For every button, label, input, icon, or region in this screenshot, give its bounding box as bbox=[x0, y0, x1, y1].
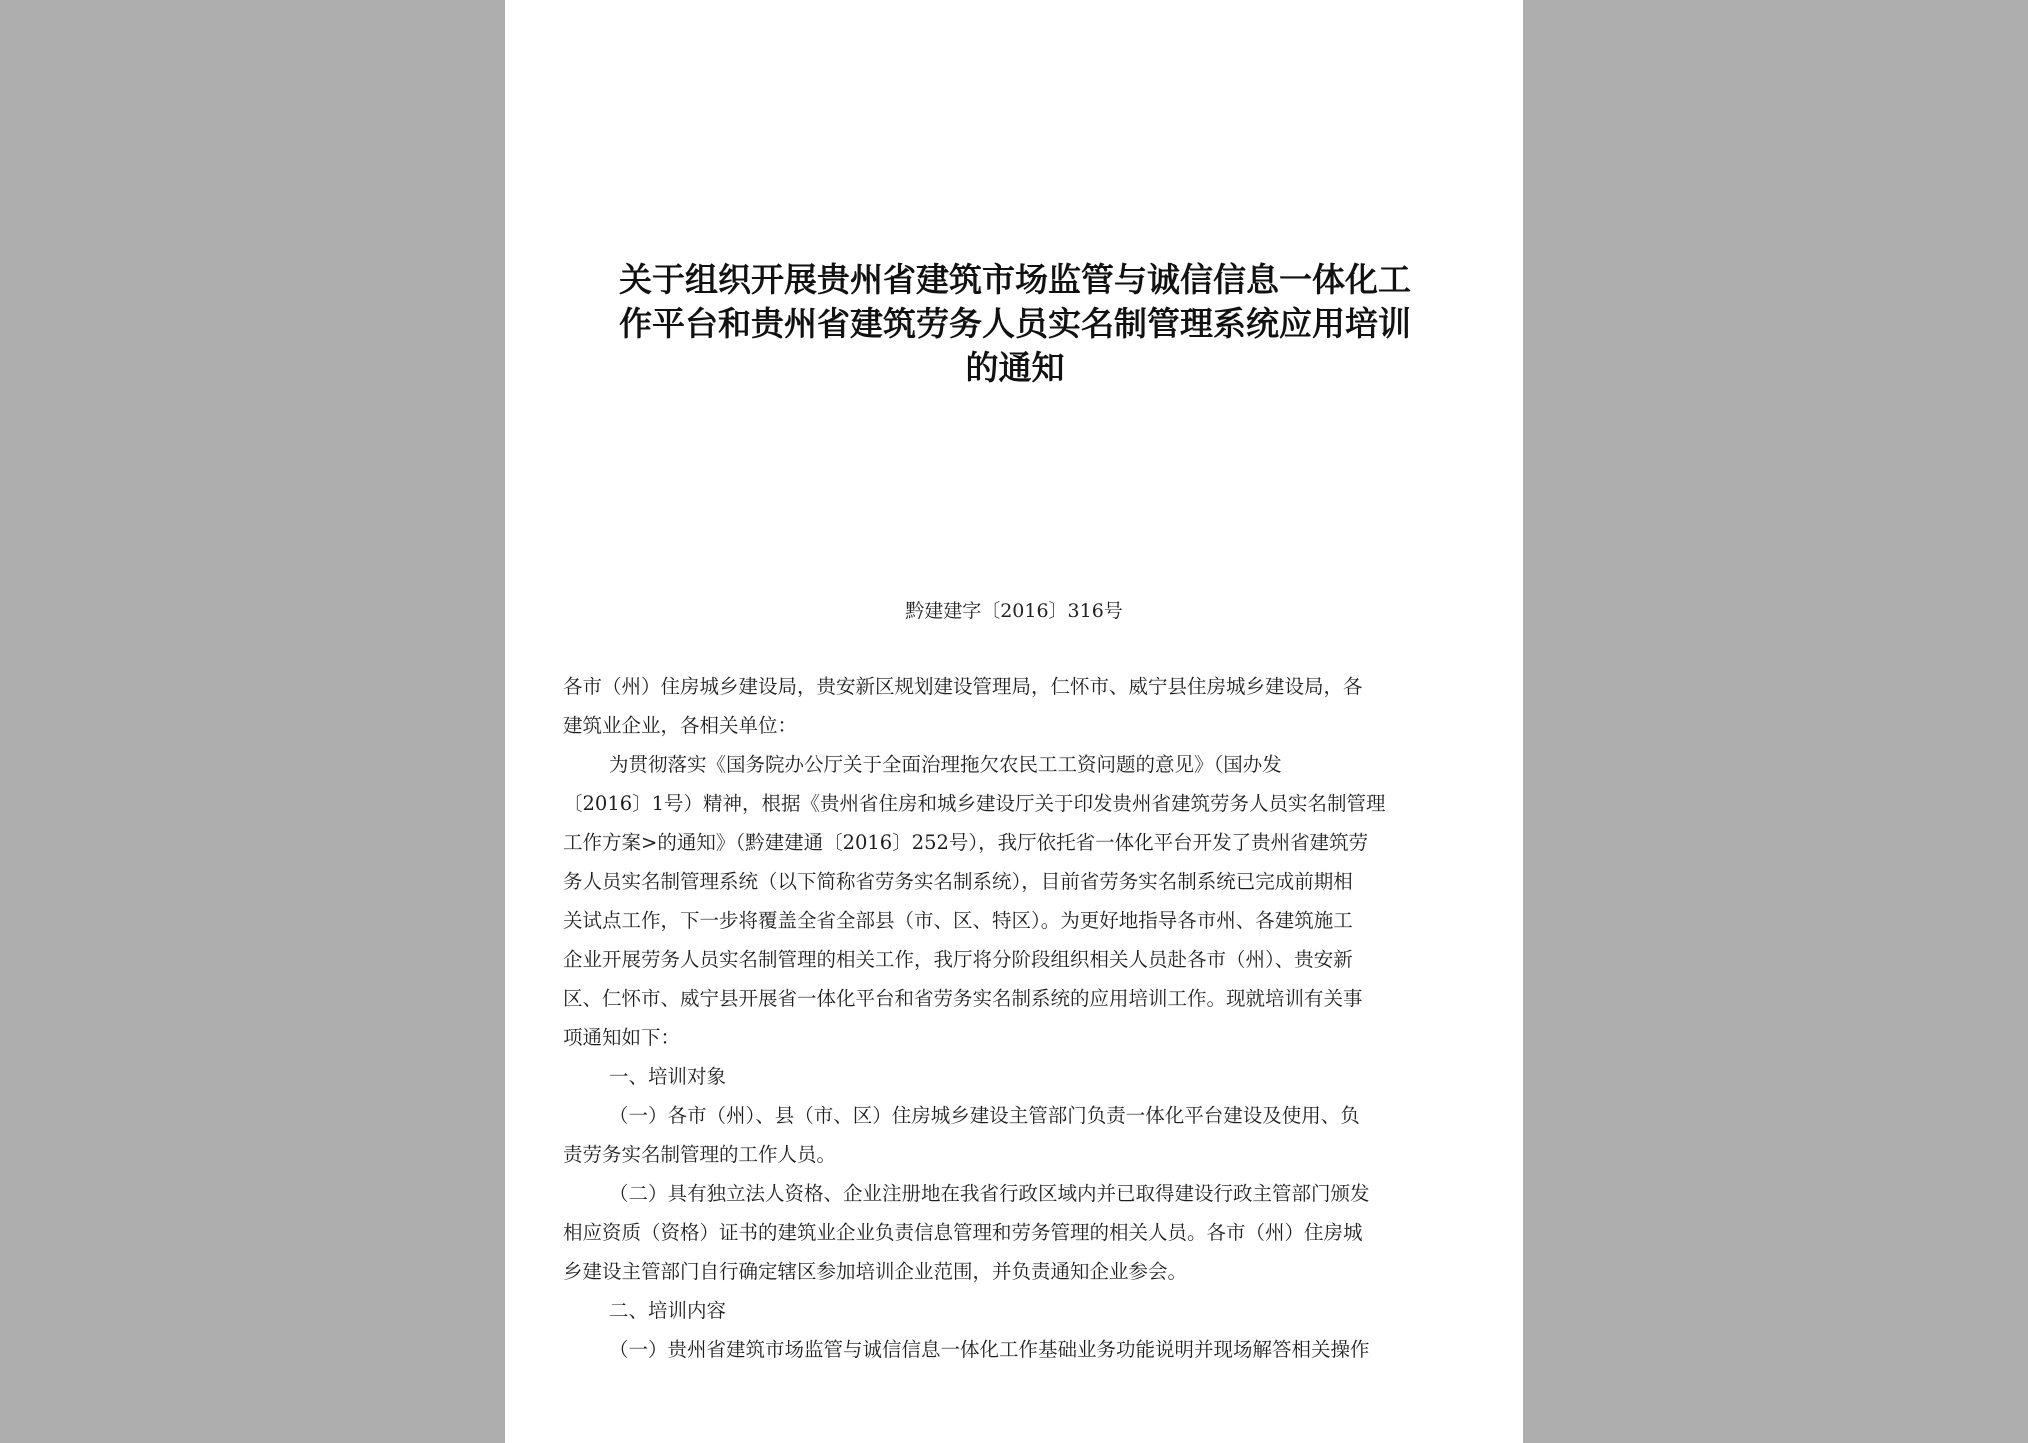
body-line: 为贯彻落实《国务院办公厅关于全面治理拖欠农民工工资问题的意见》（国办发 bbox=[609, 753, 1282, 776]
body-line: （二）具有独立法人资格、企业注册地在我省行政区域内并已取得建设行政主管部门颁发 bbox=[609, 1182, 1370, 1205]
body-line: 关试点工作，下一步将覆盖全省全部县（市、区、特区）。为更好地指导各市州、各建筑施工 bbox=[563, 909, 1353, 932]
document-body bbox=[563, 667, 1468, 1369]
body-line: （一）各市（州）、县（市、区）住房城乡建设主管部门负责一体化平台建设及使用、负 bbox=[609, 1104, 1360, 1127]
body-line: 区、仁怀市、威宁县开展省一体化平台和省劳务实名制系统的应用培训工作。现就培训有关事 bbox=[563, 987, 1363, 1010]
section-heading: 一、培训对象 bbox=[609, 1065, 727, 1088]
document-number: 黔建建字〔2016〕316号 bbox=[905, 600, 1123, 622]
body-line: 责劳务实名制管理的工作人员。 bbox=[563, 1143, 837, 1166]
title-line: 关于组织开展贵州省建筑市场监管与诚信信息一体化工 bbox=[619, 260, 1411, 299]
title-line: 作平台和贵州省建筑劳务人员实名制管理系统应用培训 bbox=[619, 304, 1411, 343]
document-title bbox=[565, 258, 1465, 390]
body-line: 项通知如下： bbox=[563, 1026, 681, 1049]
body-line: 工作方案>的通知》（黔建建通〔2016〕252号），我厅依托省一体化平台开发了贵州省建筑劳 bbox=[563, 831, 1369, 854]
body-line: 乡建设主管部门自行确定辖区参加培训企业范围，并负责通知企业参会。 bbox=[563, 1260, 1188, 1283]
body-line: 务人员实名制管理系统（以下简称省劳务实名制系统），目前省劳务实名制系统已完成前期相 bbox=[563, 870, 1353, 893]
body-line: 建筑业企业，各相关单位： bbox=[563, 714, 798, 737]
title-line: 的通知 bbox=[965, 348, 1065, 387]
body-line: 相应资质（资格）证书的建筑业企业负责信息管理和劳务管理的相关人员。各市（州）住房城 bbox=[563, 1221, 1363, 1244]
body-line: 各市（州）住房城乡建设局，贵安新区规划建设管理局，仁怀市、威宁县住房城乡建设局，各 bbox=[563, 675, 1363, 698]
body-line: （一）贵州省建筑市场监管与诚信信息一体化工作基础业务功能说明并现场解答相关操作 bbox=[609, 1338, 1370, 1361]
body-line: 〔2016〕1号）精神，根据《贵州省住房和城乡建设厅关于印发贵州省建筑劳务人员实名制管理 bbox=[563, 792, 1386, 815]
section-heading: 二、培训内容 bbox=[609, 1299, 727, 1322]
body-line: 企业开展劳务人员实名制管理的相关工作，我厅将分阶段组织相关人员赴各市（州）、贵安新 bbox=[563, 948, 1353, 971]
document-page bbox=[505, 0, 1523, 1443]
